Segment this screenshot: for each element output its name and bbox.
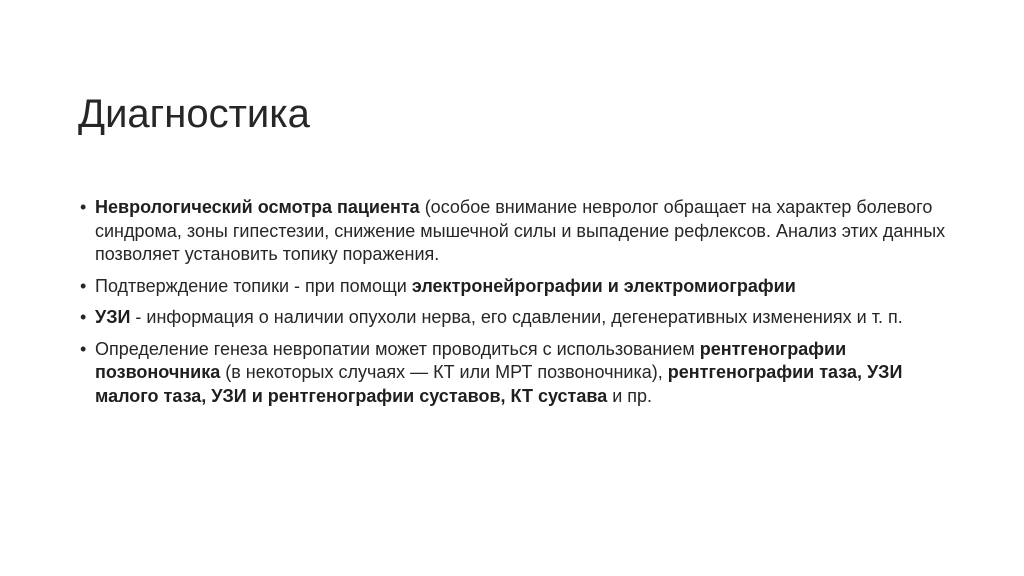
- bullet-marker: •: [80, 197, 87, 217]
- plain-text: Определение генеза невропатии может проводиться с использованием: [95, 338, 700, 359]
- bullet-marker: •: [80, 338, 87, 359]
- bold-text: рентгенографии таза, УЗИ малого таза, УЗИ и рентгенографии суставов, КТ сустава: [95, 362, 903, 406]
- bullet-text: [95, 306, 960, 330]
- plain-text: (в некоторых случаях — КТ или МРТ позвоночника),: [220, 362, 668, 382]
- bullet-item-ultrasound: [80, 306, 960, 330]
- bold-text: УЗИ: [95, 307, 131, 327]
- bold-text: электронейрографии и электромиографии: [411, 275, 796, 296]
- bullet-item-neurological-exam: [80, 196, 960, 267]
- plain-text: - информация о наличии опухоли нерва, его сдавлении, дегенеративных изменениях и т. п.: [130, 307, 903, 327]
- bold-text: рентгенографии позвоночника: [95, 338, 847, 382]
- plain-text: (особое внимание невролог обращает на характер болевого синдрома, зоны гипестезии, снижение мышечной силы и выпадение рефлексов. Анализ этих данных позволяет установить топику поражения.: [95, 197, 946, 264]
- bullet-text: [95, 196, 960, 267]
- bold-text: Неврологический осмотра пациента: [95, 197, 420, 217]
- plain-text: и пр.: [607, 385, 653, 406]
- bullet-item-genesis-determination: [80, 338, 960, 409]
- bullet-list: [80, 196, 960, 416]
- bullet-item-topic-confirmation: [80, 275, 960, 299]
- slide-title: Диагностика: [78, 92, 310, 136]
- bullet-marker: •: [80, 275, 87, 296]
- bullet-text: [95, 275, 960, 299]
- bullet-marker: •: [80, 307, 87, 327]
- bullet-text: [95, 338, 960, 409]
- plain-text: Подтверждение топики - при помощи: [95, 275, 412, 296]
